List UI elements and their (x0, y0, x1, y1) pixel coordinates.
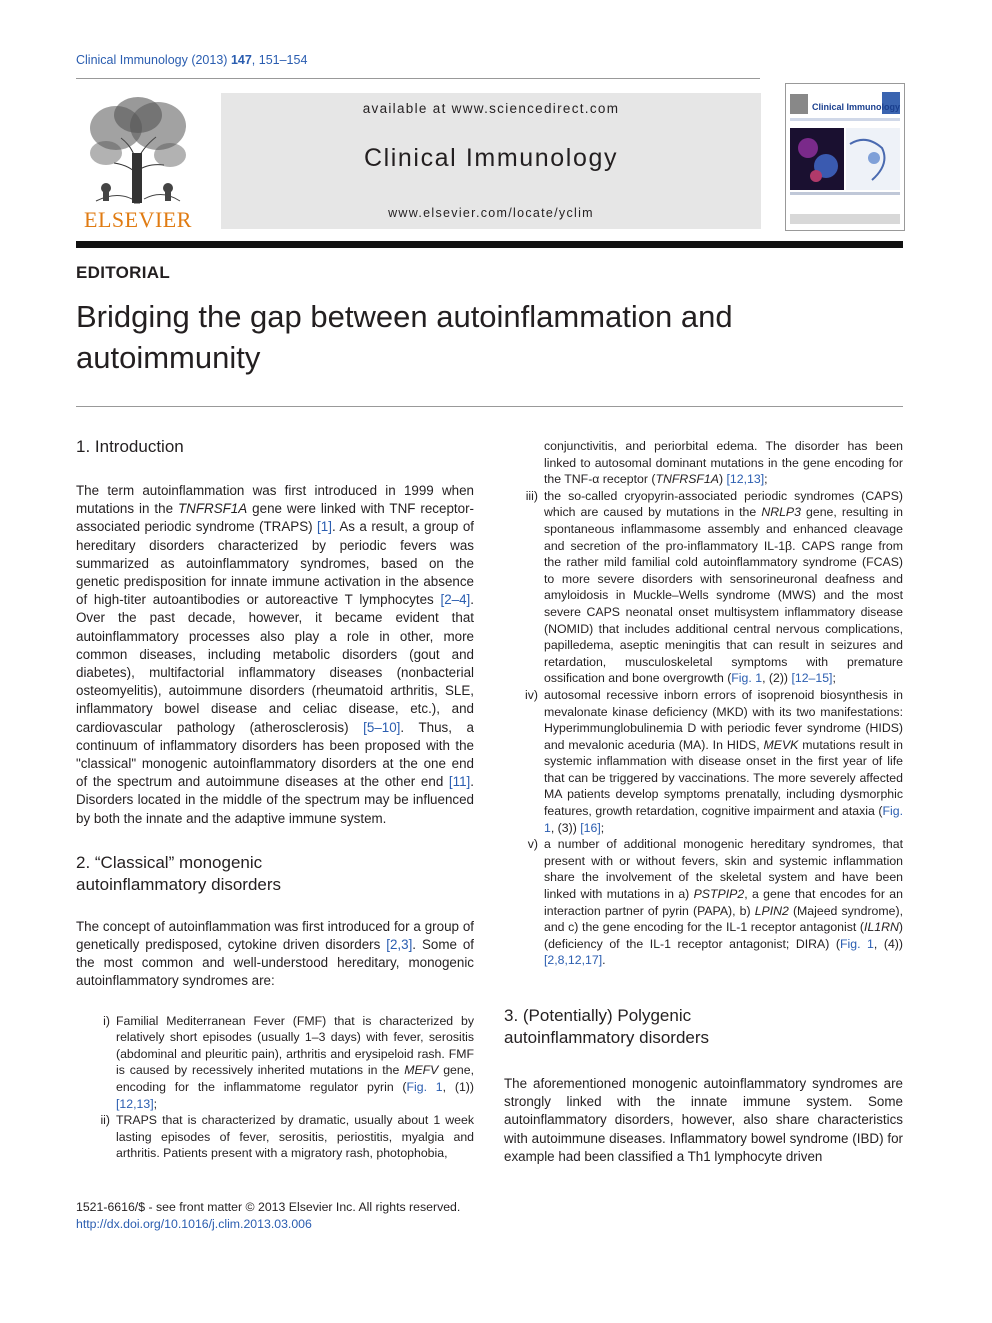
journal-citation[interactable]: Clinical Immunology (2013) 147, 151–154 (76, 53, 308, 67)
ref-link[interactable]: [2,3] (386, 937, 413, 953)
ref-link[interactable]: [1] (317, 519, 332, 535)
list-item: iv) autosomal recessive inborn errors of isoprenoid biosynthesis in mevalonate kinase deficiency (MKD) with its two manifestations: Hyperimmunglobulinemia D with periodic fever syndrome (HIDS) and mevalonic aceduria (MA). In HIDS, MEVK mutations result in systemic inflammation with disease onset in the first year of life that can be triggered by vaccinations. The more severely affected MA patients develop symptoms prenatally, including dysmorphic features, growth retardation, cognitive impairment and ataxia (Fig. 1, (3)) [16]; (525, 687, 904, 835)
ref-link[interactable]: [12,13] (726, 472, 765, 487)
polygenic-paragraph: The aforementioned monogenic autoinflammatory syndromes are strongly linked with the innate immune system. Some autoinflammatory disorders, however, also share characteristics with autoimmune diseases. Inflammatory bowel syndrome (IBD) for example had been classified a Th1 lymphocyte driven (504, 1076, 903, 1164)
intro-paragraph: The term autoinflammation was first introduced in 1999 when mutations in the TNFRSF1A gene were linked with TNF receptor-associated periodic syndrome (TRAPS) [1]. As a result, a group of hereditary disorders characterized by periodic fevers was summarized as autoinflammatory syndromes, based on the genetic predisposition for innate immune activation in the absence of high-titer autoantibodies or autoreactive T lymphocytes [2–4]. Over the past decade, however, it became evident that autoinflammatory processes also play a role in other, more common diseases, including metabolic disorders (gout and diabetes), multifactorial inflammatory diseases (nonbacterial osteomyelitis), autoimmune disorders (rheumatoid arthritis, SLE, inflammatory bowel disease and celiac disease, etc.), and cardiovascular pathology (atherosclerosis) [5–10]. Thus, a continuum of inflammatory disorders has been proposed with the "classical" monogenic autoinflammatory disorders at the one end of the spectrum and autoimmune diseases at the other end [11]. Disorders located in the middle of the spectrum may be influenced by both the innate and the adaptive immune system. (76, 483, 474, 826)
list-item: conjunctivitis, and periorbital edema. The disorder has been linked to autosomal dominant mutations in the gene encoding for the TNF-α receptor (TNFRSF1A) [12,13]; (544, 439, 903, 487)
elsevier-wordmark: ELSEVIER (84, 207, 192, 232)
ref-link[interactable]: [2,8,12,17] (544, 953, 603, 968)
article-title: Bridging the gap between autoinflammation and autoimmunity (76, 299, 733, 375)
citation-journal: Clinical Immunology (2013) (76, 53, 228, 67)
cover-title: Clinical Immunology (812, 102, 901, 112)
journal-url[interactable]: www.elsevier.com/locate/yclim (388, 206, 594, 220)
title-divider (76, 406, 903, 407)
figure-link[interactable]: Fig. 1 (544, 804, 903, 835)
ref-link[interactable]: [2–4] (440, 592, 471, 608)
footer (76, 1199, 460, 1233)
right-column (504, 438, 903, 1166)
figure-link[interactable]: Fig. 1 (731, 671, 763, 686)
list-item: iii) the so-called cryopyrin-associated periodic syndromes (CAPS) which are caused by mutations in the NRLP3 gene, resulting in spontaneous inflammasome assembly and enhanced cleavage and secretion of the pro-inflammatory IL-1β. CAPS range from the rather mild familial cold autoinflammatory syndrome (FCAS) to more severe disorders with sensorineuronal deafness and amyloidosis in Muckle–Wells syndrome (MWS) and the most severe CAPS neonatal onset multisystem inflammatory disease (NOMID) that includes additional central nervous complications, papilledema, aseptic meningitis that can result in seizures and retardation, musculoskeletal symptoms with premature ossification and bone overgrowth (Fig. 1, (2)) [12–15]; (525, 488, 903, 686)
list-item: i) Familial Mediterranean Fever (FMF) that is characterized by relatively short episodes (usually 1–3 days) with fever, serositis (abdominal and pleuritic pain), arthritis and erysipeloid rash. FMF is caused by recessively inherited mutations in the MEFV gene, encoding for the inflammatome regulator pyrin (Fig. 1, (1)) [12,13]; (103, 1013, 474, 1111)
citation-pages: 151–154 (258, 53, 308, 67)
ref-link[interactable]: [5–10] (363, 719, 401, 735)
section-heading-polygenic: 3. (Potentially) Polygenic autoinflammatory disorders (504, 1006, 710, 1047)
doi-link[interactable]: http://dx.doi.org/10.1016/j.clim.2013.03.006 (76, 1217, 312, 1231)
header-thick-rule (76, 241, 903, 248)
header-divider (76, 78, 760, 79)
list-item: v) a number of additional monogenic hereditary syndromes, that present with or without fevers, skin and systemic inflammation share the involvement of the skeletal system and have been linked with mutations in a) PSTPIP2, a gene that encodes for an interaction partner of pyrin (PAPA), b) LPIN2 (Majeed syndrome), and c) the gene encoding for the IL-1 receptor antagonist (IL1RN) (deficiency of the IL-1 receptor antagonist; DIRA) (Fig. 1, (4)) [2,8,12,17]. (527, 837, 903, 968)
ref-link[interactable]: [11] (448, 774, 471, 790)
figure-link[interactable]: Fig. 1 (406, 1080, 443, 1095)
section-heading-classical: 2. “Classical” monogenic autoinflammatory disorders (76, 852, 282, 894)
section-heading-introduction: 1. Introduction (76, 437, 184, 456)
copyright-line: 1521-6616/$ - see front matter © 2013 Elsevier Inc. All rights reserved. (76, 1200, 461, 1214)
figure-link[interactable]: Fig. 1 (840, 936, 874, 951)
available-at-text[interactable]: available at www.sciencedirect.com (362, 101, 620, 116)
section-label: EDITORIAL (76, 263, 171, 282)
classical-paragraph: The concept of autoinflammation was first introduced for a group of genetically predisposed, cytokine driven disorders [2,3]. Some of the most common and well-understood hereditary, monogenic autoinflammatory syndromes are: (76, 918, 475, 989)
left-column (76, 436, 474, 1162)
ref-link[interactable]: [12,13] (116, 1096, 154, 1111)
ref-link[interactable]: [12–15] (791, 671, 833, 686)
citation-volume: 147 (230, 53, 252, 67)
ref-link[interactable]: [16] (580, 820, 601, 835)
journal-cover-image (785, 83, 905, 231)
list-item: ii) TRAPS that is characterized by dramatic, usually about 1 week lasting episodes of fever, serositis, periostitis, myalgia and arthritis. Patients present with a migratory rash, photophobia, (100, 1113, 474, 1161)
journal-name: Clinical Immunology (363, 144, 619, 172)
